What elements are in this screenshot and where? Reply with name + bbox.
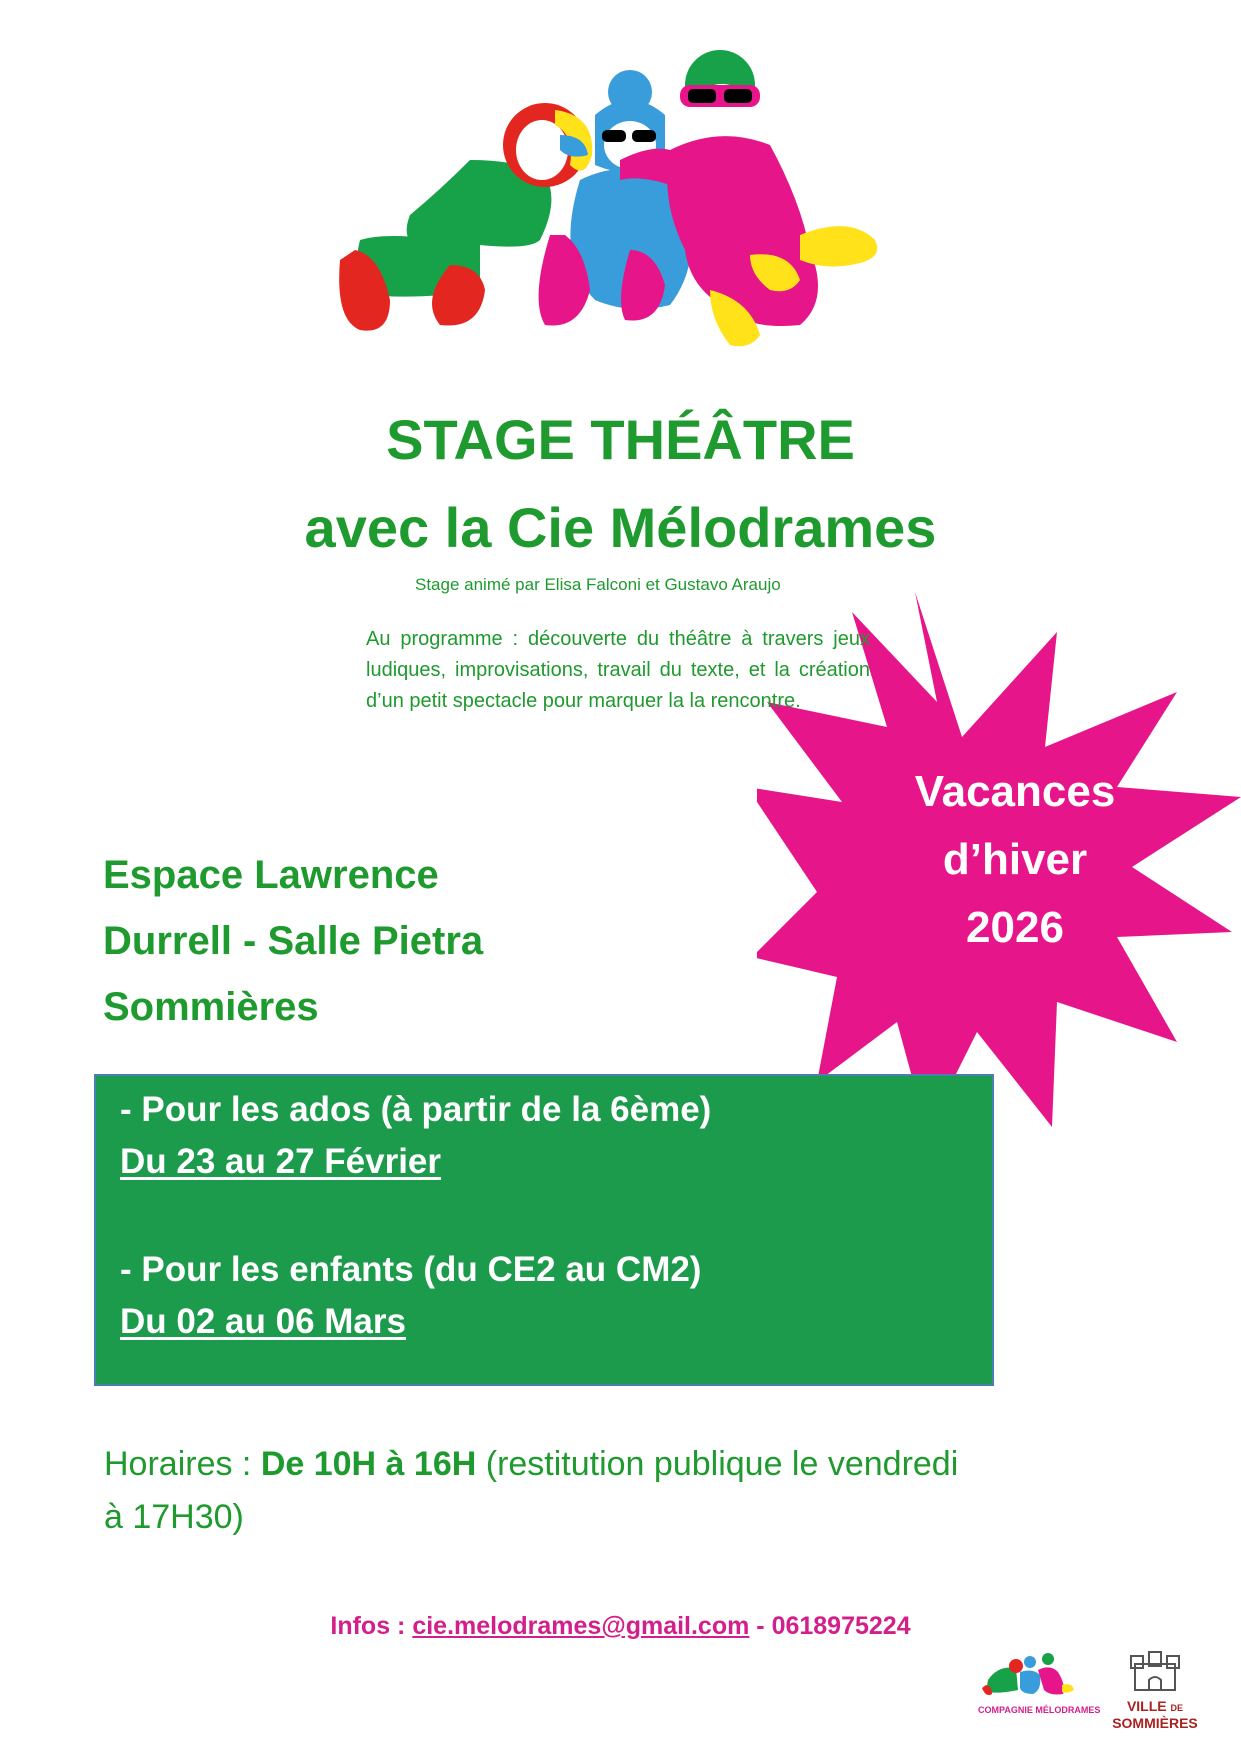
schedule-label: Horaires : [104,1445,261,1483]
company-logo-caption: COMPAGNIE MÉLODRAMES [978,1705,1101,1715]
session-audience: - Pour les ados (à partir de la 6ème) [120,1090,712,1129]
schedule-time: De 10H à 16H [260,1445,477,1483]
venue-line-1: Espace Lawrence [103,853,439,897]
city-logo-name: SOMMIÈRES [1112,1715,1198,1731]
badge-line-3: 2026 [966,903,1064,952]
page-subtitle: avec la Cie Mélodrames [304,496,937,559]
city-logo-de: DE [1170,1703,1184,1713]
sessions-panel [94,1074,994,1386]
page-title: STAGE THÉÂTRE [386,408,855,471]
company-logo-icon [978,1650,1078,1700]
venue-line-3: Sommières [103,985,319,1029]
session-dates: Du 02 au 06 Mars [120,1302,406,1341]
city-logo-text [1105,1699,1205,1731]
venue-line-2: Durrell - Salle Pietra [103,919,484,963]
email-link[interactable]: cie.melodrames@gmail.com [412,1612,750,1640]
city-logo [1105,1650,1205,1731]
phone-number: 0618975224 [771,1612,911,1640]
facilitators-note: Stage animé par Elisa Falconi et Gustavo Araujo [415,575,781,594]
session-dates: Du 23 au 27 Février [120,1142,441,1181]
venue [103,842,483,1040]
schedule [104,1438,964,1544]
schedule-note: (restitution publique le vendredi à 17H30) [104,1445,959,1536]
contact-separator: - [749,1612,772,1640]
session-audience: - Pour les enfants (du CE2 au CM2) [120,1250,702,1289]
contact-info [0,1612,1241,1641]
children-illustration [330,40,950,390]
program-description: Au programme : découverte du théâtre à travers jeux ludiques, improvisations, travail du texte, et la création d’un petit spectacle pour marquer la la rencontre. [366,628,870,712]
city-logo-ville: VILLE [1126,1698,1167,1714]
badge-text [865,758,1165,962]
contact-label: Infos : [330,1612,413,1640]
badge-line-2: d’hiver [942,835,1088,884]
badge-line-1: Vacances [914,767,1116,816]
company-logo [978,1650,1101,1715]
castle-icon [1105,1650,1205,1694]
